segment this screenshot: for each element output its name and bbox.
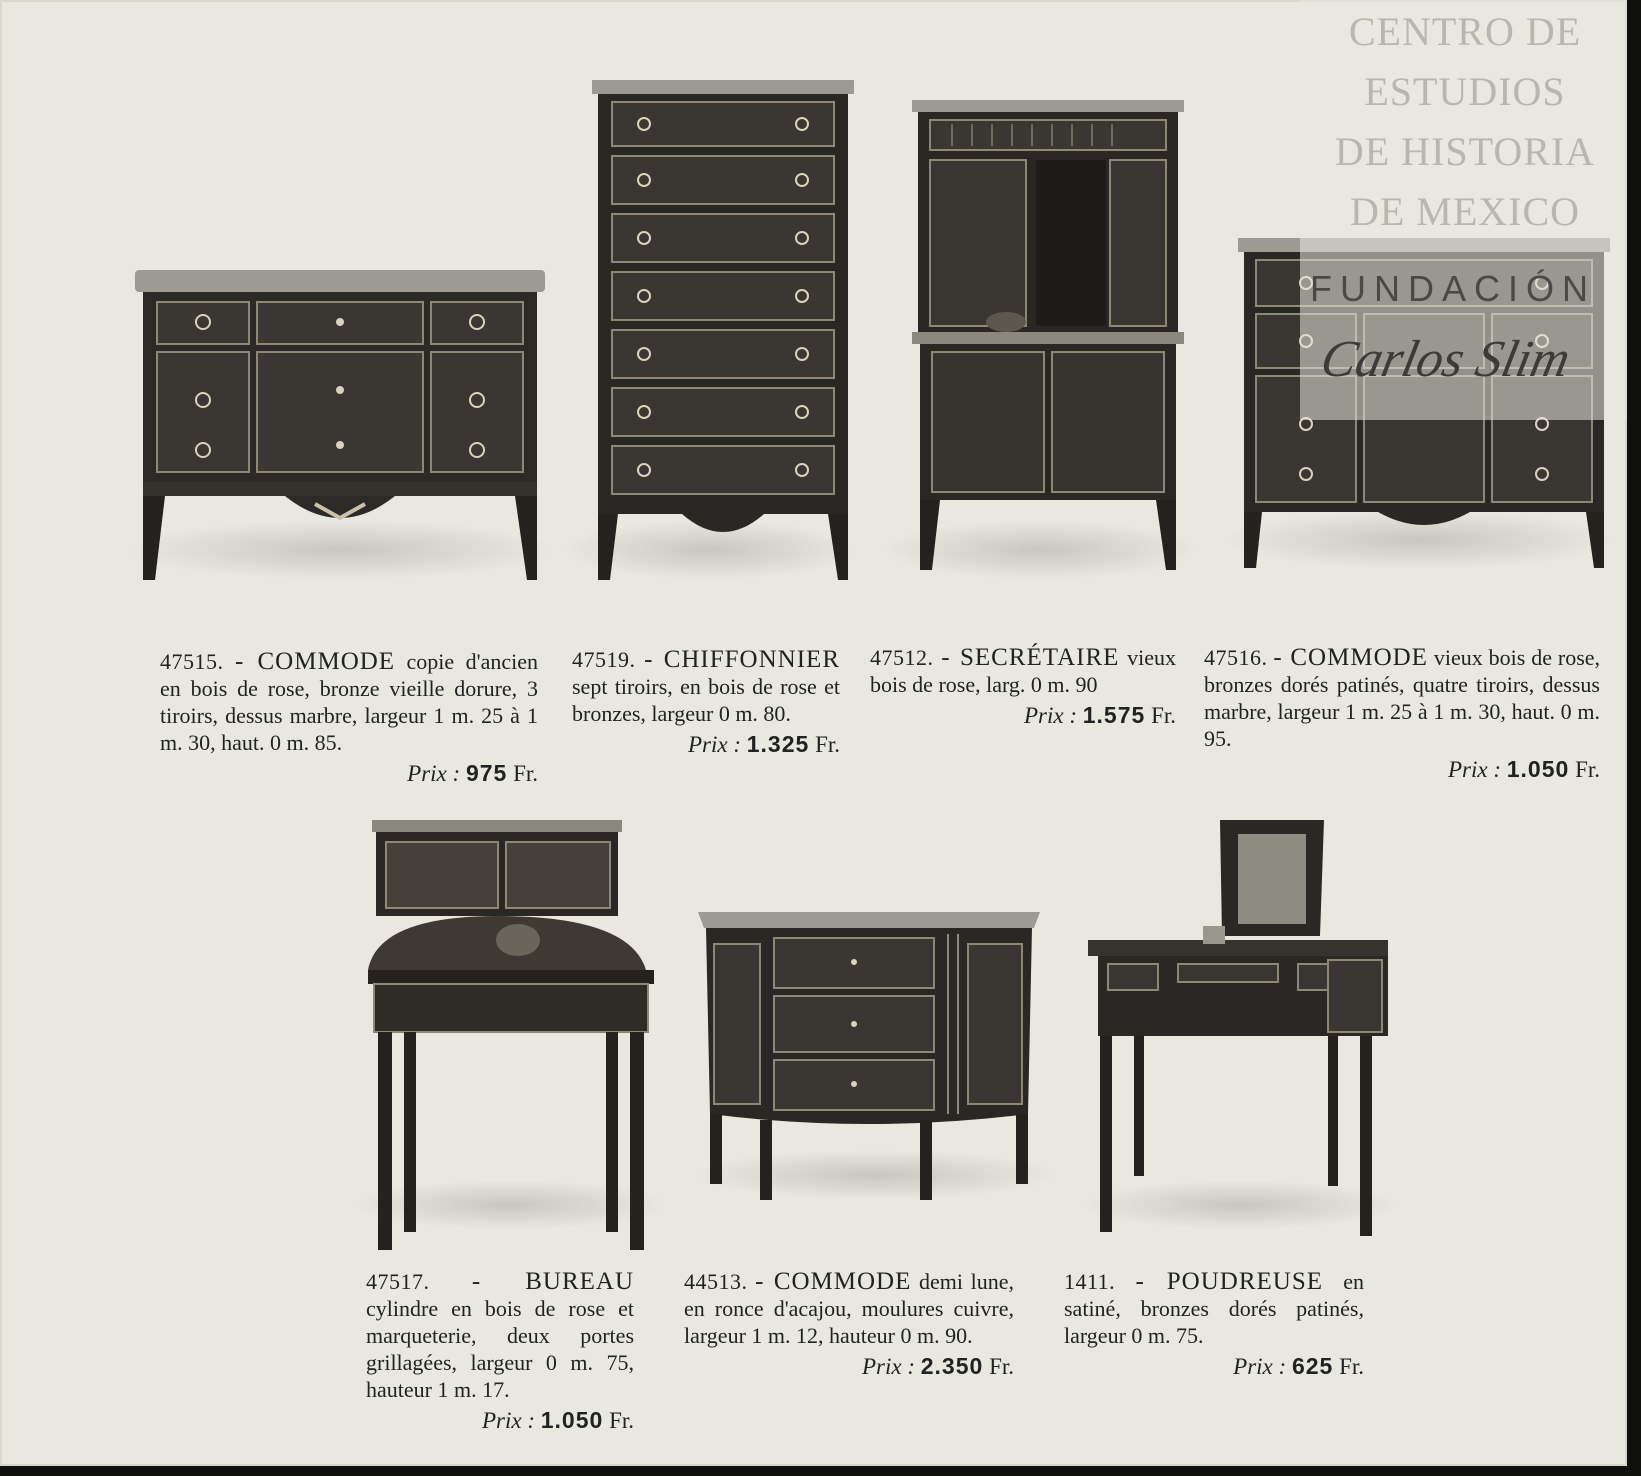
price-value: 975 [465, 760, 508, 786]
price-label: Prix : [861, 1354, 915, 1379]
item-name: - POUDREUSE [1135, 1268, 1323, 1295]
price-currency: Fr. [609, 1408, 634, 1433]
item-number: 47515. [160, 649, 224, 674]
item-number: 1411. [1064, 1269, 1116, 1294]
caption-1411 [1064, 1268, 1364, 1380]
item-description: vieux bois de rose, bronzes dorés patinés, quatre tiroirs, dessus marbre, largeur 1 m. 25 à 1 m. 30, haut. 0 m. 95. [1204, 645, 1601, 751]
caption-47515 [160, 648, 538, 787]
item-description: sept tiroirs, en bois de rose et bronzes, largeur 0 m. 80. [572, 674, 840, 726]
price-line [160, 760, 538, 787]
watermark-signature: Carlos Slim [1315, 331, 1576, 388]
price-label: Prix : [407, 761, 461, 786]
caption-text [1204, 644, 1600, 752]
item-number: 47517. [366, 1269, 430, 1294]
price-value: 2.350 [920, 1353, 984, 1379]
price-label: Prix : [687, 732, 741, 757]
item-name: - COMMODE [1273, 644, 1428, 671]
bureau-47517-image [368, 820, 654, 1260]
chiffonnier-47519-image [592, 80, 854, 590]
price-value: 1.325 [746, 731, 810, 757]
item-number: 47519. [572, 647, 636, 672]
price-currency: Fr. [1151, 703, 1176, 728]
item-name: - SECRÉTAIRE [941, 644, 1120, 671]
watermark-foundation: FUNDACIÓN [1310, 268, 1596, 309]
watermark-line: DE MEXICO [1349, 189, 1581, 234]
caption-text [1064, 1268, 1364, 1349]
commode-47515-image [135, 270, 545, 595]
item-description: en satiné, bronzes dorés patinés, largeur 0 m. 75. [1064, 1269, 1365, 1348]
item-description: vieux bois de rose, larg. 0 m. 90 [870, 645, 1177, 697]
price-label: Prix : [1023, 703, 1077, 728]
caption-47519 [572, 646, 840, 758]
price-line [572, 731, 840, 758]
item-name: - COMMODE [755, 1268, 912, 1295]
price-currency: Fr. [513, 761, 538, 786]
watermark-line: CENTRO DE [1348, 9, 1582, 54]
price-value: 625 [1291, 1353, 1334, 1379]
price-currency: Fr. [815, 732, 840, 757]
caption-text [160, 648, 538, 756]
caption-text [870, 644, 1176, 698]
caption-44513 [684, 1268, 1014, 1380]
commode-44513-image [698, 904, 1040, 1204]
caption-47512 [870, 644, 1176, 729]
watermark-line: ESTUDIOS [1364, 69, 1566, 114]
item-name: - BUREAU [471, 1268, 635, 1295]
price-label: Prix : [481, 1408, 535, 1433]
price-line [1064, 1353, 1364, 1380]
item-number: 44513. [684, 1269, 748, 1294]
price-value: 1.575 [1082, 702, 1146, 728]
price-currency: Fr. [989, 1354, 1014, 1379]
caption-47517 [366, 1268, 634, 1434]
poudreuse-1411-image [1088, 816, 1388, 1256]
price-line [684, 1353, 1014, 1380]
price-currency: Fr. [1339, 1354, 1364, 1379]
price-line [366, 1407, 634, 1434]
price-line [1204, 756, 1600, 783]
item-number: 47512. [870, 645, 934, 670]
caption-text [684, 1268, 1014, 1349]
item-description: copie d'ancien en bois de rose, bronze vieille dorure, 3 tiroirs, dessus marbre, largeur 1 m. 25 à 1 m. 30, haut. 0 m. 85. [160, 649, 539, 755]
price-label: Prix : [1447, 757, 1501, 782]
secretaire-47512-image [912, 100, 1184, 580]
price-value: 1.050 [540, 1407, 604, 1433]
caption-47516 [1204, 644, 1600, 783]
item-name: - COMMODE [234, 648, 396, 675]
scan-border-bottom [0, 1466, 1641, 1476]
watermark-line: DE HISTORIA [1334, 129, 1596, 174]
price-line [870, 702, 1176, 729]
price-currency: Fr. [1575, 757, 1600, 782]
item-description: cylindre en bois de rose et marqueterie, deux portes grillagées, largeur 0 m. 75, hauteur 1 m. 17. [366, 1296, 634, 1402]
price-value: 1.050 [1506, 756, 1570, 782]
caption-text [572, 646, 840, 727]
item-name: - CHIFFONNIER [644, 646, 840, 673]
item-number: 47516. [1204, 645, 1268, 670]
price-label: Prix : [1233, 1354, 1287, 1379]
item-description: demi lune, en ronce d'acajou, moulures cuivre, largeur 1 m. 12, hauteur 0 m. 90. [684, 1269, 1014, 1348]
caption-text [366, 1268, 634, 1403]
